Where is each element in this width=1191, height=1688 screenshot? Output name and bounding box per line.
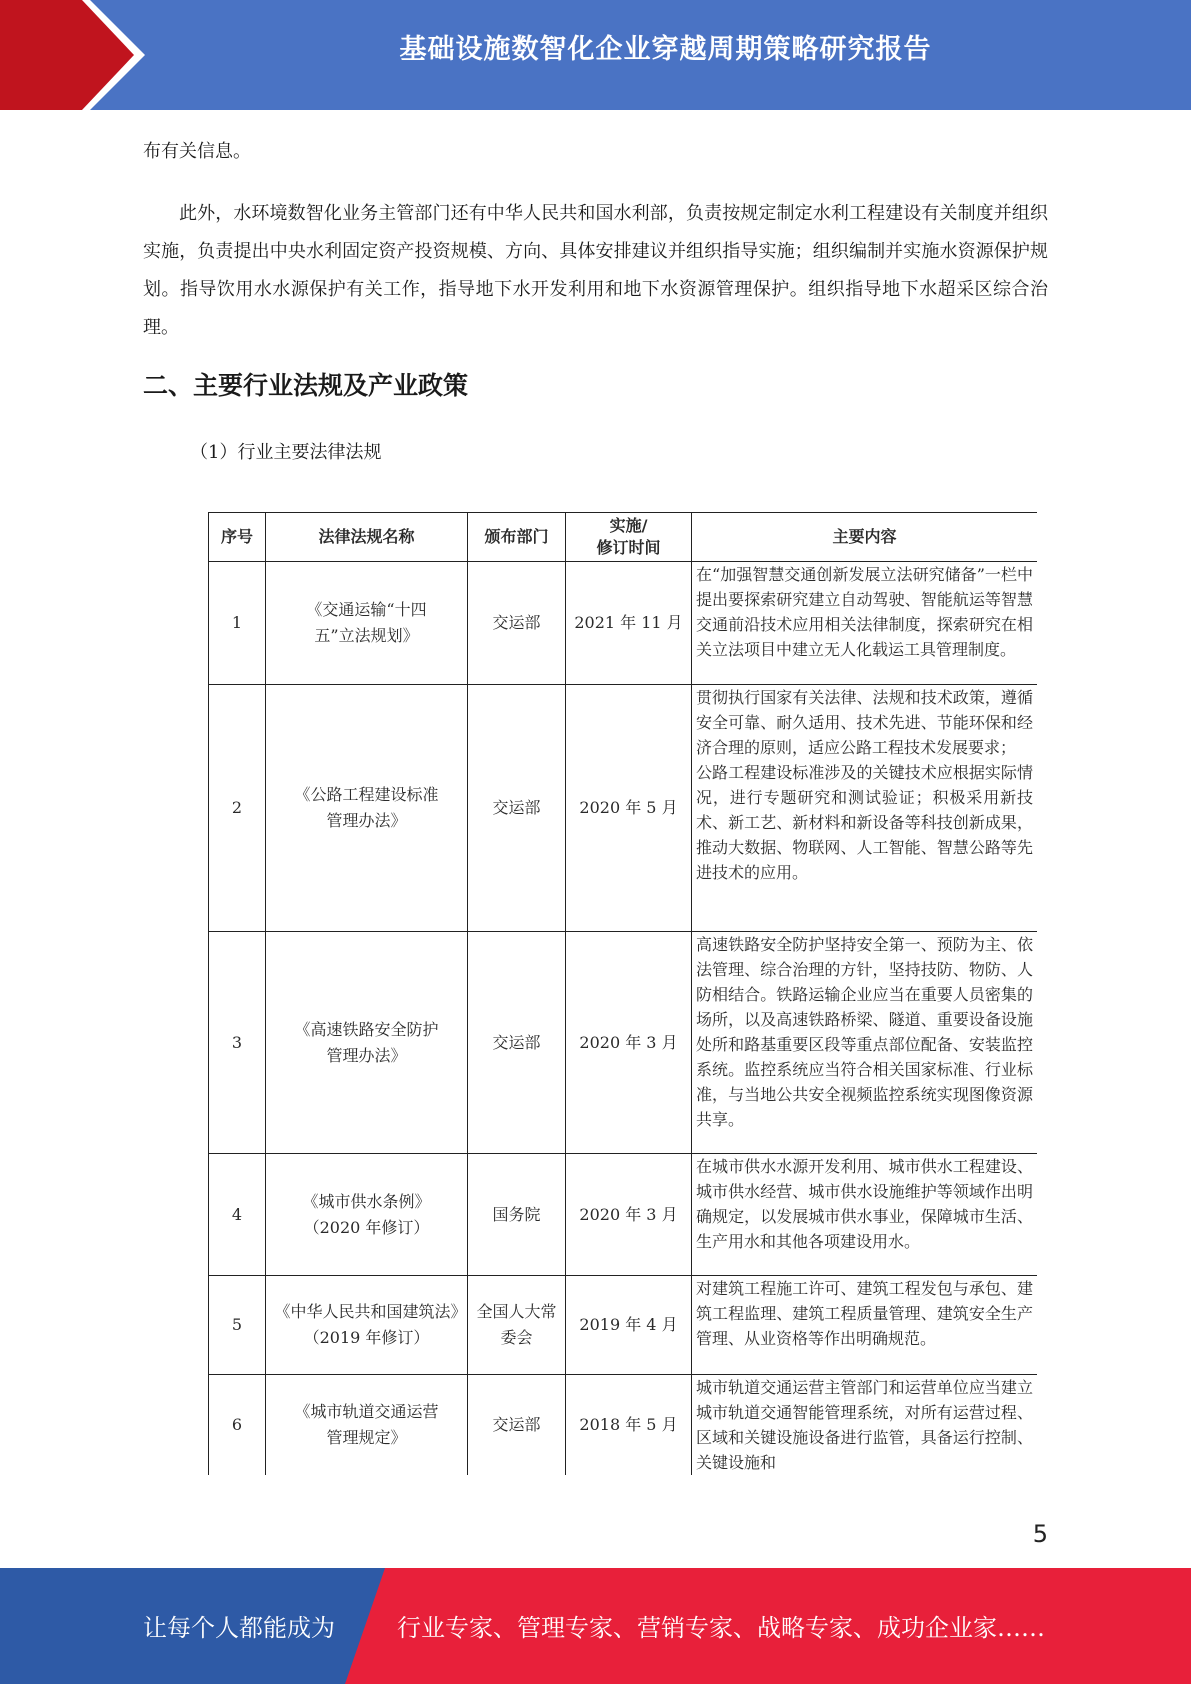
- cell-no: 1: [209, 562, 266, 685]
- header-arrow-decoration: [0, 0, 150, 110]
- header-name: 法律法规名称: [266, 513, 468, 562]
- paragraph-water-ministry: 此外，水环境数智化业务主管部门还有中华人民共和国水利部，负责按规定制定水利工程建设有关制度并组织实施，负责提出中央水利固定资产投资规模、方向、具体安排建议并组织指导实施；组织编制并实施水资源保护规划。指导饮用水水源保护有关工作，指导地下水开发利用和地下水资源管理保护。组织指导地下水超采区综合治理。: [143, 203, 1048, 338]
- cell-dept: 交运部: [468, 932, 566, 1154]
- cell-content: 在城市供水水源开发利用、城市供水工程建设、城市供水经营、城市供水设施维护等领域作出明确规定，以发展城市供水事业，保障城市生活、生产用水和其他各项建设用水。: [692, 1154, 1038, 1276]
- cell-date: 2020 年 3 月: [566, 932, 692, 1154]
- table-row: [209, 562, 1038, 685]
- laws-table-container: [208, 512, 1037, 1475]
- table-row: [209, 685, 1038, 932]
- cell-name: 《公路工程建设标准管理办法》: [266, 685, 468, 932]
- report-title: 基础设施数智化企业穿越周期策略研究报告: [399, 34, 932, 65]
- page-header: [0, 0, 1191, 110]
- cell-name: 《交通运输“十四五”立法规划》: [266, 562, 468, 685]
- table-row: [209, 1276, 1038, 1375]
- cell-date: 2019 年 4 月: [566, 1276, 692, 1375]
- cell-no: 3: [209, 932, 266, 1154]
- cell-date: 2020 年 5 月: [566, 685, 692, 932]
- cell-name: 《高速铁路安全防护管理办法》: [266, 932, 468, 1154]
- page-number: 5: [1032, 1520, 1048, 1548]
- laws-table: [208, 512, 1037, 1475]
- cell-content: 贯彻执行国家有关法律、法规和技术政策，遵循安全可靠、耐久适用、技术先进、节能环保和经济合理的原则，适应公路工程技术发展要求； 公路工程建设标准涉及的关键技术应根据实际情况，进行专题研究和测试验证；积极采用新技术、新工艺、新材料和新设备等科技创新成果，推动大数据、物联网、人工智能、智慧公路等先进技术的应用。: [692, 685, 1038, 932]
- cell-dept: 国务院: [468, 1154, 566, 1276]
- cell-dept: 交运部: [468, 562, 566, 685]
- cell-dept: 全国人大常委会: [468, 1276, 566, 1375]
- cell-date: 2018 年 5 月: [566, 1375, 692, 1476]
- page-footer: [0, 1568, 1191, 1684]
- table-row: [209, 1154, 1038, 1276]
- cell-dept: 交运部: [468, 685, 566, 932]
- footer-slogan-left: 让每个人都能成为: [143, 1614, 335, 1642]
- paragraph-continuation: 布有关信息。: [143, 141, 251, 162]
- table-row: [209, 932, 1038, 1154]
- cell-no: 4: [209, 1154, 266, 1276]
- cell-date: 2021 年 11 月: [566, 562, 692, 685]
- table-row: [209, 1375, 1038, 1476]
- table-header-row: [209, 513, 1038, 562]
- footer-slogan-right: 行业专家、管理专家、营销专家、战略专家、成功企业家……: [397, 1614, 1045, 1642]
- cell-dept: 交运部: [468, 1375, 566, 1476]
- cell-no: 6: [209, 1375, 266, 1476]
- cell-date: 2020 年 3 月: [566, 1154, 692, 1276]
- cell-name: 《城市轨道交通运营管理规定》: [266, 1375, 468, 1476]
- cell-name: 《城市供水条例》（2020 年修订）: [266, 1154, 468, 1276]
- header-date: 实施/ 修订时间: [566, 513, 692, 562]
- header-dept: 颁布部门: [468, 513, 566, 562]
- cell-no: 5: [209, 1276, 266, 1375]
- cell-content: 城市轨道交通运营主管部门和运营单位应当建立城市轨道交通智能管理系统，对所有运营过程、区域和关键设施设备进行监管，具备运行控制、关键设施和: [692, 1375, 1038, 1476]
- cell-name: 《中华人民共和国建筑法》（2019 年修订）: [266, 1276, 468, 1375]
- section-heading: 二、主要行业法规及产业政策: [143, 371, 469, 400]
- cell-no: 2: [209, 685, 266, 932]
- header-content: 主要内容: [692, 513, 1038, 562]
- subsection-heading: （1）行业主要法律法规: [190, 442, 382, 463]
- cell-content: 对建筑工程施工许可、建筑工程发包与承包、建筑工程监理、建筑工程质量管理、建筑安全生产管理、从业资格等作出明确规范。: [692, 1276, 1038, 1375]
- cell-content: 高速铁路安全防护坚持安全第一、预防为主、依法管理、综合治理的方针，坚持技防、物防、人防相结合。铁路运输企业应当在重要人员密集的场所，以及高速铁路桥梁、隧道、重要设备设施处所和路基重要区段等重点部位配备、安装监控系统。监控系统应当符合相关国家标准、行业标准，与当地公共安全视频监控系统实现图像资源共享。: [692, 932, 1038, 1154]
- header-no: 序号: [209, 513, 266, 562]
- cell-content: 在“加强智慧交通创新发展立法研究储备”一栏中提出要探索研究建立自动驾驶、智能航运等智慧交通前沿技术应用相关法律制度，探索研究在相关立法项目中建立无人化载运工具管理制度。: [692, 562, 1038, 685]
